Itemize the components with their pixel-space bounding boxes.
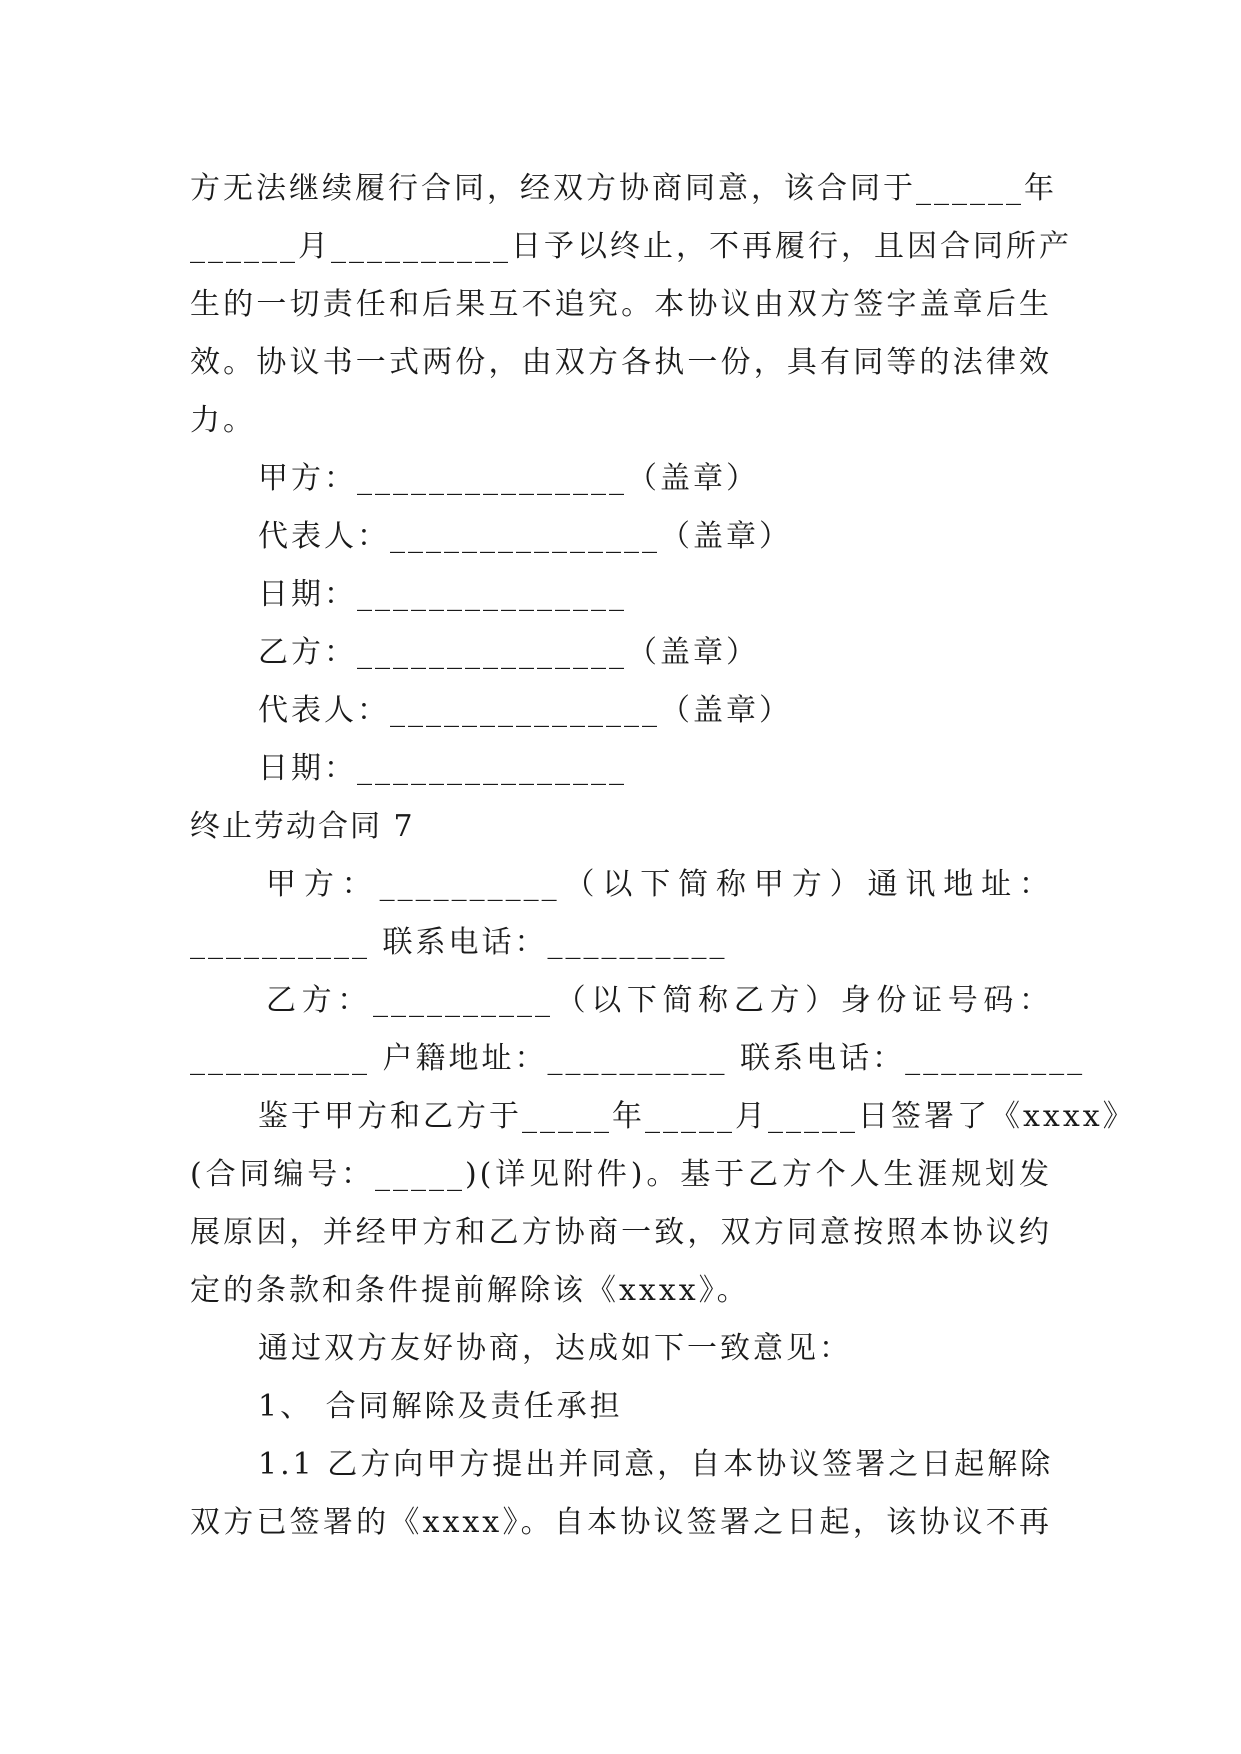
signature-party-b: 乙方：_______________（盖章）	[258, 635, 759, 670]
paragraph-line: 展原因，并经甲方和乙方协商一致，双方同意按照本协议约	[190, 1215, 1052, 1250]
party-b-line: __________ 户籍地址：__________ 联系电话：__________	[190, 1041, 1086, 1076]
clause-line: 双方已签署的《xxxx》。自本协议签署之日起，该协议不再	[190, 1505, 1052, 1540]
paragraph-line: 鉴于甲方和乙方于_____年_____月_____日签署了《xxxx》	[258, 1099, 1136, 1134]
signature-party-a: 甲方：_______________（盖章）	[258, 461, 759, 496]
paragraph-line: 生的一切责任和后果互不追究。本协议由双方签字盖章后生	[190, 287, 1052, 322]
party-a-line: 甲方：__________（以下简称甲方）通讯地址：	[266, 867, 1052, 902]
clause-line: 1.1 乙方向甲方提出并同意，自本协议签署之日起解除	[258, 1447, 1054, 1482]
signature-date-b: 日期：_______________	[258, 751, 627, 786]
paragraph-line: (合同编号：_____)(详见附件)。基于乙方个人生涯规划发	[190, 1157, 1052, 1192]
signature-representative-a: 代表人：_______________（盖章）	[258, 519, 792, 554]
party-a-line: __________ 联系电话：__________	[190, 925, 728, 960]
paragraph-line: 效。协议书一式两份，由双方各执一份，具有同等的法律效	[190, 345, 1052, 380]
paragraph-line: 定的条款和条件提前解除该《xxxx》。	[190, 1273, 750, 1308]
signature-representative-b: 代表人：_______________（盖章）	[258, 693, 792, 728]
party-b-line: 乙方：__________（以下简称乙方）身份证号码：	[266, 983, 1052, 1018]
paragraph-line: 力。	[190, 403, 256, 438]
signature-date-a: 日期：_______________	[258, 577, 627, 612]
section-title: 终止劳动合同 7	[190, 809, 415, 844]
paragraph-line: ______月__________日予以终止，不再履行，且因合同所产	[190, 229, 1072, 264]
paragraph-line: 方无法继续履行合同，经双方协商同意，该合同于______年	[190, 171, 1057, 206]
paragraph-line: 通过双方友好协商，达成如下一致意见：	[258, 1331, 852, 1366]
clause-heading: 1、 合同解除及责任承担	[258, 1389, 623, 1424]
document-body	[190, 160, 1136, 1552]
